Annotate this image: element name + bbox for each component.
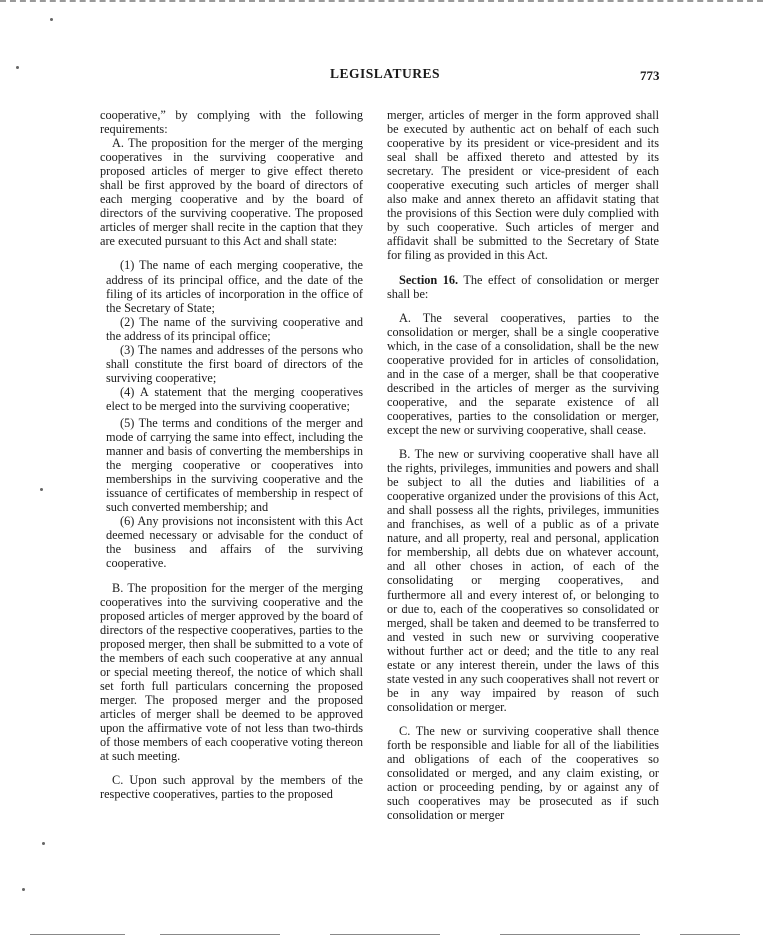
section-heading: Section 16.	[399, 272, 459, 287]
paragraph: merger, articles of merger in the form approved shall be executed by authentic act on behalf of each such cooperative by its president or vice-president and its seal shall be affixed thereto and attested by its secretary. The president or vice-president of each cooperative executing such articles of merger shall also make and annex thereto an affidavit stating that the provisions of this Section were duly complied with by such cooperative. Such articles of merger and affidavit shall be submitted to the Secretary of State for filing as provided in this Act.	[387, 108, 659, 263]
paragraph-a: A. The several cooperatives, parties to the consolidation or merger, shall be a single cooperative which, in the case of a consolidation, shall be the new cooperative provided for in articles of consolidation, and in the case of a merger, shall be that cooperative described in the articles of merger as the surviving cooperative, and the separate existence of all cooperatives, parties to the consolidation or merger, except the new or surviving cooperative, shall cease.	[387, 310, 659, 437]
scan-bottom-edge	[330, 934, 440, 935]
page-number: 773	[640, 68, 660, 83]
scan-bottom-edge	[680, 934, 740, 935]
paragraph-b: B. The new or surviving cooperative shall have all the rights, privileges, immunities and powers and shall be subject to all the duties and liabilities of a cooperative organized under the provisions of this Act, and shall possess all the rights, privileges, immunities and franchises, as well of a public as of a private nature, and all property, real and personal, application for membership, all debts due on whatever account, and all other choses in action, of each of the consolidating or merging cooperatives, and furthermore all and every interest of, or belonging to or due to, each of the cooperatives so consolidated or merged, shall be taken and deemed to be transferred to and vested in such new or surviving cooperative without further act or deed; and the title to any real estate or any interest therein, under the laws of this state vested in any such cooperatives shall not revert or be in any way impaired by reason of such consolidation or merger.	[387, 447, 659, 714]
list-item-3: (3) The names and addresses of the persons who shall constitute the first board of directors of the surviving cooperative;	[106, 342, 363, 385]
scan-speck	[42, 842, 45, 845]
scan-speck	[22, 888, 25, 891]
scan-bottom-edge	[500, 934, 640, 935]
section-text: The effect of consolidation or merger shall be:	[387, 272, 659, 301]
scan-speck	[40, 488, 43, 491]
paragraph-b: B. The proposition for the merger of the merging cooperatives into the surviving cooperative and the proposed articles of merger approved by the board of directors of the respective cooperatives, parties to the proposed merger, then shall be submitted to a vote of the members of each such cooperative at any annual or special meeting thereof, the notice of which shall set forth full particulars concerning the proposed merger. The proposed merger and the proposed articles of merger shall be deemed to be approved upon the affirmative vote of not less than two-thirds of those members of each cooperative voting thereon at such meeting.	[100, 580, 363, 764]
paragraph-a: A. The proposition for the merger of the merging cooperatives in the surviving cooperative and proposed articles of merger to give effect thereto shall be first approved by the board of directors of each merging cooperative and by the board of directors of the surviving cooperative. The proposed articles of merger shall recite in the caption that they are executed pursuant to this Act and shall state:	[100, 136, 363, 249]
list-item-5: (5) The terms and conditions of the merger and mode of carrying the same into effect, including the manner and basis of converting the memberships in the merging cooperative or cooperatives into memberships in the surviving cooperative and the issuance of certificates of membership in respect of such converted membership; and	[106, 415, 363, 515]
paragraph-c: C. The new or surviving cooperative shall thence forth be responsible and liable for all of the liabilities and obligations of each of the cooperatives so consolidated or merged, and any claim existing, or action or proceeding pending, by or against any of such cooperatives may be prosecuted as if such consolidation or merger	[387, 723, 659, 823]
scan-bottom-edge	[160, 934, 280, 935]
list-item-2: (2) The name of the surviving cooperative and the address of its principal office;	[106, 314, 363, 343]
scan-bottom-edge	[30, 934, 125, 935]
paragraph-c: C. Upon such approval by the members of the respective cooperatives, parties to the proposed	[100, 773, 363, 802]
scan-top-edge	[0, 0, 763, 6]
scan-speck	[16, 66, 19, 69]
left-column	[100, 108, 363, 801]
right-column	[387, 108, 659, 822]
running-head: LEGISLATURES	[330, 66, 441, 81]
list-item-4: (4) A statement that the merging cooperatives elect to be merged into the surviving cooperative;	[106, 384, 363, 413]
paragraph: cooperative,” by complying with the following requirements:	[100, 108, 363, 137]
section-16-intro	[387, 273, 659, 301]
list-item-6: (6) Any provisions not inconsistent with this Act deemed necessary or advisable for the conduct of the business and affairs of the surviving cooperative.	[106, 514, 363, 571]
scan-speck	[50, 18, 53, 21]
page-header	[0, 64, 763, 84]
list-item-1: (1) The name of each merging cooperative, the address of its principal office, and the date of the filing of its articles of incorporation in the office of the Secretary of State;	[106, 258, 363, 315]
